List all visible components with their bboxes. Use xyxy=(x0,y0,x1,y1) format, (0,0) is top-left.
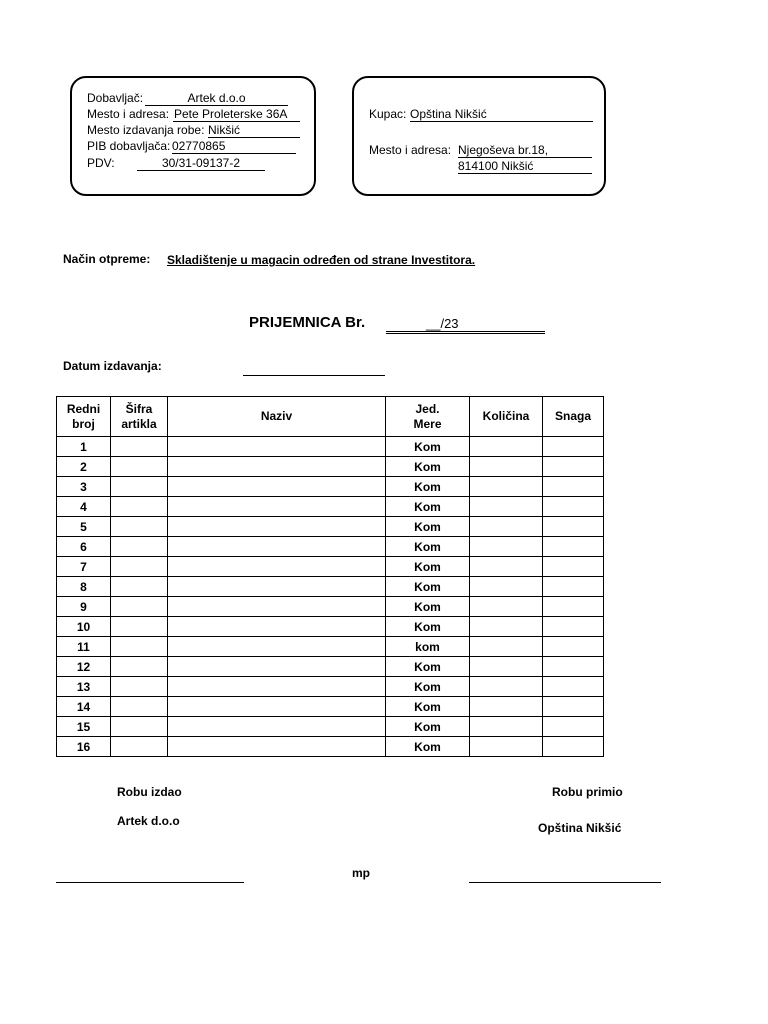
snaga-cell xyxy=(543,737,604,757)
kolicina-cell xyxy=(470,437,543,457)
table-row xyxy=(57,697,604,717)
naziv-cell xyxy=(168,617,386,637)
snaga-cell xyxy=(543,637,604,657)
table-row xyxy=(57,617,604,637)
pdv-value: 30/31-09137-2 xyxy=(137,156,265,171)
sifra-cell xyxy=(111,557,168,577)
issued-company: Artek d.o.o xyxy=(117,814,180,828)
row-number: 5 xyxy=(57,517,111,537)
sifra-cell xyxy=(111,697,168,717)
snaga-cell xyxy=(543,577,604,597)
date-field-line xyxy=(243,375,385,376)
naziv-cell xyxy=(168,717,386,737)
naziv-cell xyxy=(168,477,386,497)
kolicina-cell xyxy=(470,597,543,617)
naziv-cell xyxy=(168,557,386,577)
naziv-cell xyxy=(168,657,386,677)
mesto-label: Mesto i adresa: xyxy=(87,107,170,121)
row-number: 4 xyxy=(57,497,111,517)
snaga-cell xyxy=(543,617,604,637)
table-row xyxy=(57,737,604,757)
table-row xyxy=(57,657,604,677)
kolicina-cell xyxy=(470,617,543,637)
page-title: PRIJEMNICA Br. xyxy=(249,314,366,331)
receiver-signature-line xyxy=(469,882,661,883)
shipping-label: Način otpreme: xyxy=(63,252,151,266)
kolicina-cell xyxy=(470,577,543,597)
adresa-label: Mesto i adresa: xyxy=(369,143,452,157)
issued-label: Robu izdao xyxy=(117,785,182,799)
dobavljac-label: Dobavljač: xyxy=(87,91,144,105)
dobavljac-value: Artek d.o.o xyxy=(145,91,288,106)
header-redni-broj: Redni broj xyxy=(57,397,111,437)
snaga-cell xyxy=(543,557,604,577)
sifra-cell xyxy=(111,717,168,737)
unit-cell: Kom xyxy=(386,437,470,457)
row-number: 10 xyxy=(57,617,111,637)
header-naziv: Naziv xyxy=(168,397,386,437)
table-row xyxy=(57,517,604,537)
sifra-cell xyxy=(111,457,168,477)
row-number: 11 xyxy=(57,637,111,657)
naziv-cell xyxy=(168,677,386,697)
izdavanje-label: Mesto izdavanja robe: xyxy=(87,123,205,137)
naziv-cell xyxy=(168,497,386,517)
naziv-cell xyxy=(168,437,386,457)
pib-label: PIB dobavljača: xyxy=(87,139,171,153)
row-number: 1 xyxy=(57,437,111,457)
row-number: 3 xyxy=(57,477,111,497)
snaga-cell xyxy=(543,657,604,677)
sifra-cell xyxy=(111,497,168,517)
unit-cell: Kom xyxy=(386,557,470,577)
kupac-label: Kupac: xyxy=(369,107,407,121)
sifra-cell xyxy=(111,637,168,657)
naziv-cell xyxy=(168,737,386,757)
kolicina-cell xyxy=(470,537,543,557)
kolicina-cell xyxy=(470,737,543,757)
unit-cell: Kom xyxy=(386,617,470,637)
sifra-cell xyxy=(111,477,168,497)
kolicina-cell xyxy=(470,697,543,717)
sifra-cell xyxy=(111,597,168,617)
table-row xyxy=(57,457,604,477)
row-number: 13 xyxy=(57,677,111,697)
naziv-cell xyxy=(168,597,386,617)
document-number: __/23 xyxy=(386,316,545,334)
snaga-cell xyxy=(543,697,604,717)
unit-cell: Kom xyxy=(386,737,470,757)
row-number: 6 xyxy=(57,537,111,557)
table-header-row xyxy=(57,397,604,437)
naziv-cell xyxy=(168,577,386,597)
naziv-cell xyxy=(168,457,386,477)
unit-cell: Kom xyxy=(386,477,470,497)
snaga-cell xyxy=(543,537,604,557)
unit-cell: Kom xyxy=(386,597,470,617)
unit-cell: Kom xyxy=(386,717,470,737)
shipping-value: Skladištenje u magacin određen od strane Investitora. xyxy=(167,253,476,267)
naziv-cell xyxy=(168,537,386,557)
table-row xyxy=(57,477,604,497)
unit-cell: kom xyxy=(386,637,470,657)
row-number: 12 xyxy=(57,657,111,677)
table-row xyxy=(57,437,604,457)
row-number: 2 xyxy=(57,457,111,477)
kolicina-cell xyxy=(470,677,543,697)
table-row xyxy=(57,637,604,657)
table-row xyxy=(57,557,604,577)
naziv-cell xyxy=(168,697,386,717)
stamp-mark: mp xyxy=(352,866,370,880)
sifra-cell xyxy=(111,657,168,677)
pib-value: 02770865 xyxy=(172,139,296,154)
table-row xyxy=(57,577,604,597)
pdv-label: PDV: xyxy=(87,156,115,170)
row-number: 16 xyxy=(57,737,111,757)
snaga-cell xyxy=(543,457,604,477)
naziv-cell xyxy=(168,517,386,537)
table-row xyxy=(57,497,604,517)
date-label: Datum izdavanja: xyxy=(63,359,162,373)
table-row xyxy=(57,717,604,737)
mesto-value: Pete Proleterske 36A xyxy=(173,107,300,122)
adresa-line2: 814100 Nikšić xyxy=(458,159,592,174)
izdavanje-value: Nikšić xyxy=(208,123,300,138)
unit-cell: Kom xyxy=(386,517,470,537)
snaga-cell xyxy=(543,517,604,537)
sifra-cell xyxy=(111,437,168,457)
issuer-signature-line xyxy=(56,882,244,883)
unit-cell: Kom xyxy=(386,537,470,557)
unit-cell: Kom xyxy=(386,657,470,677)
snaga-cell xyxy=(543,437,604,457)
header-kolicina: Količina xyxy=(470,397,543,437)
header-sifra-artikla: Šifra artikla xyxy=(111,397,168,437)
unit-cell: Kom xyxy=(386,677,470,697)
items-table xyxy=(56,396,604,757)
supplier-box xyxy=(70,76,316,196)
snaga-cell xyxy=(543,677,604,697)
kolicina-cell xyxy=(470,457,543,477)
kolicina-cell xyxy=(470,637,543,657)
table-row xyxy=(57,537,604,557)
snaga-cell xyxy=(543,497,604,517)
row-number: 7 xyxy=(57,557,111,577)
kolicina-cell xyxy=(470,477,543,497)
row-number: 15 xyxy=(57,717,111,737)
sifra-cell xyxy=(111,537,168,557)
kolicina-cell xyxy=(470,497,543,517)
kolicina-cell xyxy=(470,517,543,537)
row-number: 14 xyxy=(57,697,111,717)
header-snaga: Snaga xyxy=(543,397,604,437)
sifra-cell xyxy=(111,677,168,697)
table-row xyxy=(57,677,604,697)
received-label: Robu primio xyxy=(552,785,623,799)
naziv-cell xyxy=(168,637,386,657)
sifra-cell xyxy=(111,617,168,637)
kolicina-cell xyxy=(470,657,543,677)
row-number: 9 xyxy=(57,597,111,617)
buyer-box xyxy=(352,76,606,196)
snaga-cell xyxy=(543,717,604,737)
header-jed-mere: Jed. Mere xyxy=(386,397,470,437)
row-number: 8 xyxy=(57,577,111,597)
snaga-cell xyxy=(543,597,604,617)
kolicina-cell xyxy=(470,557,543,577)
snaga-cell xyxy=(543,477,604,497)
adresa-line1: Njegoševa br.18, xyxy=(458,143,592,158)
sifra-cell xyxy=(111,517,168,537)
sifra-cell xyxy=(111,577,168,597)
unit-cell: Kom xyxy=(386,497,470,517)
unit-cell: Kom xyxy=(386,697,470,717)
unit-cell: Kom xyxy=(386,577,470,597)
unit-cell: Kom xyxy=(386,457,470,477)
received-company: Opština Nikšić xyxy=(538,821,622,835)
sifra-cell xyxy=(111,737,168,757)
table-row xyxy=(57,597,604,617)
kolicina-cell xyxy=(470,717,543,737)
kupac-value: Opština Nikšić xyxy=(410,107,593,122)
